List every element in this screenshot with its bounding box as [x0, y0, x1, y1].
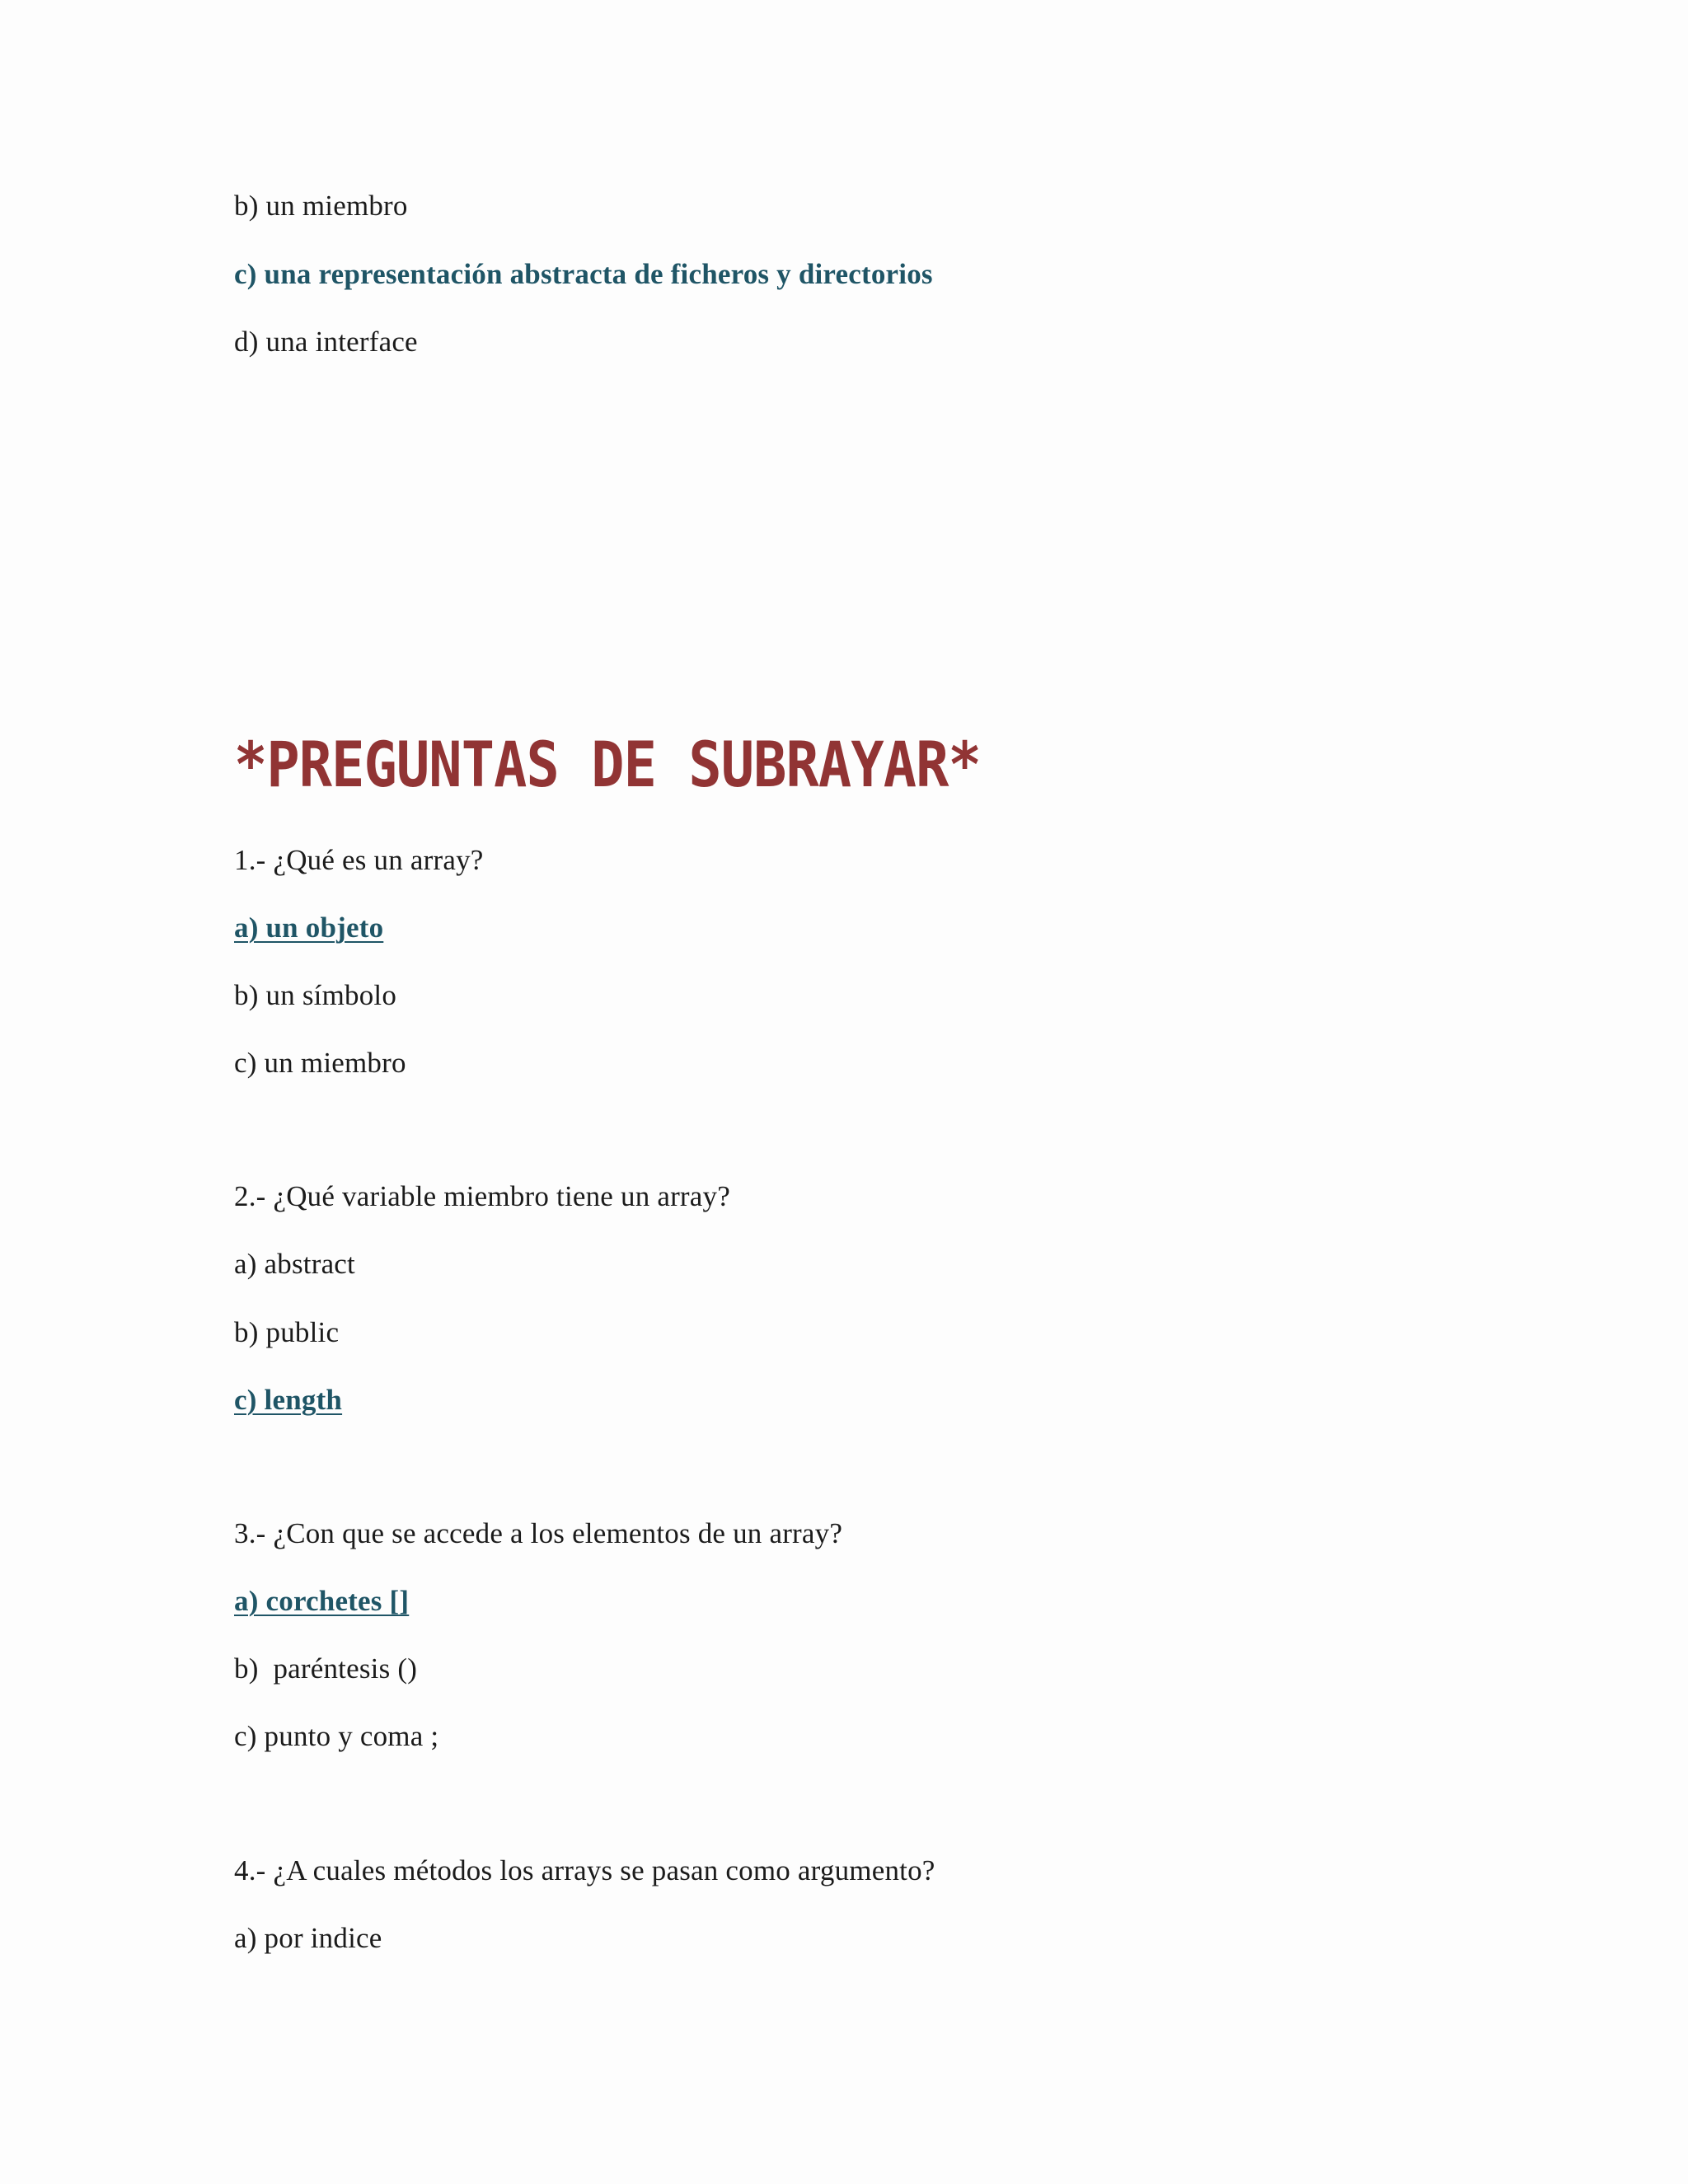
question-2-prompt: 2.- ¿Qué variable miembro tiene un array? [234, 1180, 730, 1212]
question-1-option-c: c) un miembro [234, 1047, 406, 1079]
prev-option-d: d) una interface [234, 326, 418, 358]
question-1-option-b: b) un símbolo [234, 979, 397, 1011]
question-2-option-c-correct: c) length [234, 1384, 343, 1416]
section-heading: *PREGUNTAS DE SUBRAYAR* [234, 728, 981, 801]
prev-option-b: b) un miembro [234, 190, 408, 222]
question-2-option-a: a) abstract [234, 1248, 355, 1280]
question-3-prompt: 3.- ¿Con que se accede a los elementos de un array? [234, 1517, 843, 1549]
question-3-option-a-correct: a) corchetes [] [234, 1585, 410, 1617]
question-1-option-a-correct: a) un objeto [234, 912, 384, 944]
question-2-option-b: b) public [234, 1316, 340, 1348]
question-1-prompt: 1.- ¿Qué es un array? [234, 844, 484, 876]
question-4-prompt: 4.- ¿A cuales métodos los arrays se pasan como argumento? [234, 1854, 935, 1886]
question-3-option-b: b) paréntesis () [234, 1652, 418, 1685]
question-3-option-c: c) punto y coma ; [234, 1720, 439, 1752]
question-4-option-a: a) por indice [234, 1922, 382, 1954]
prev-option-c-correct: c) una representación abstracta de ficheros y directorios [234, 258, 933, 290]
